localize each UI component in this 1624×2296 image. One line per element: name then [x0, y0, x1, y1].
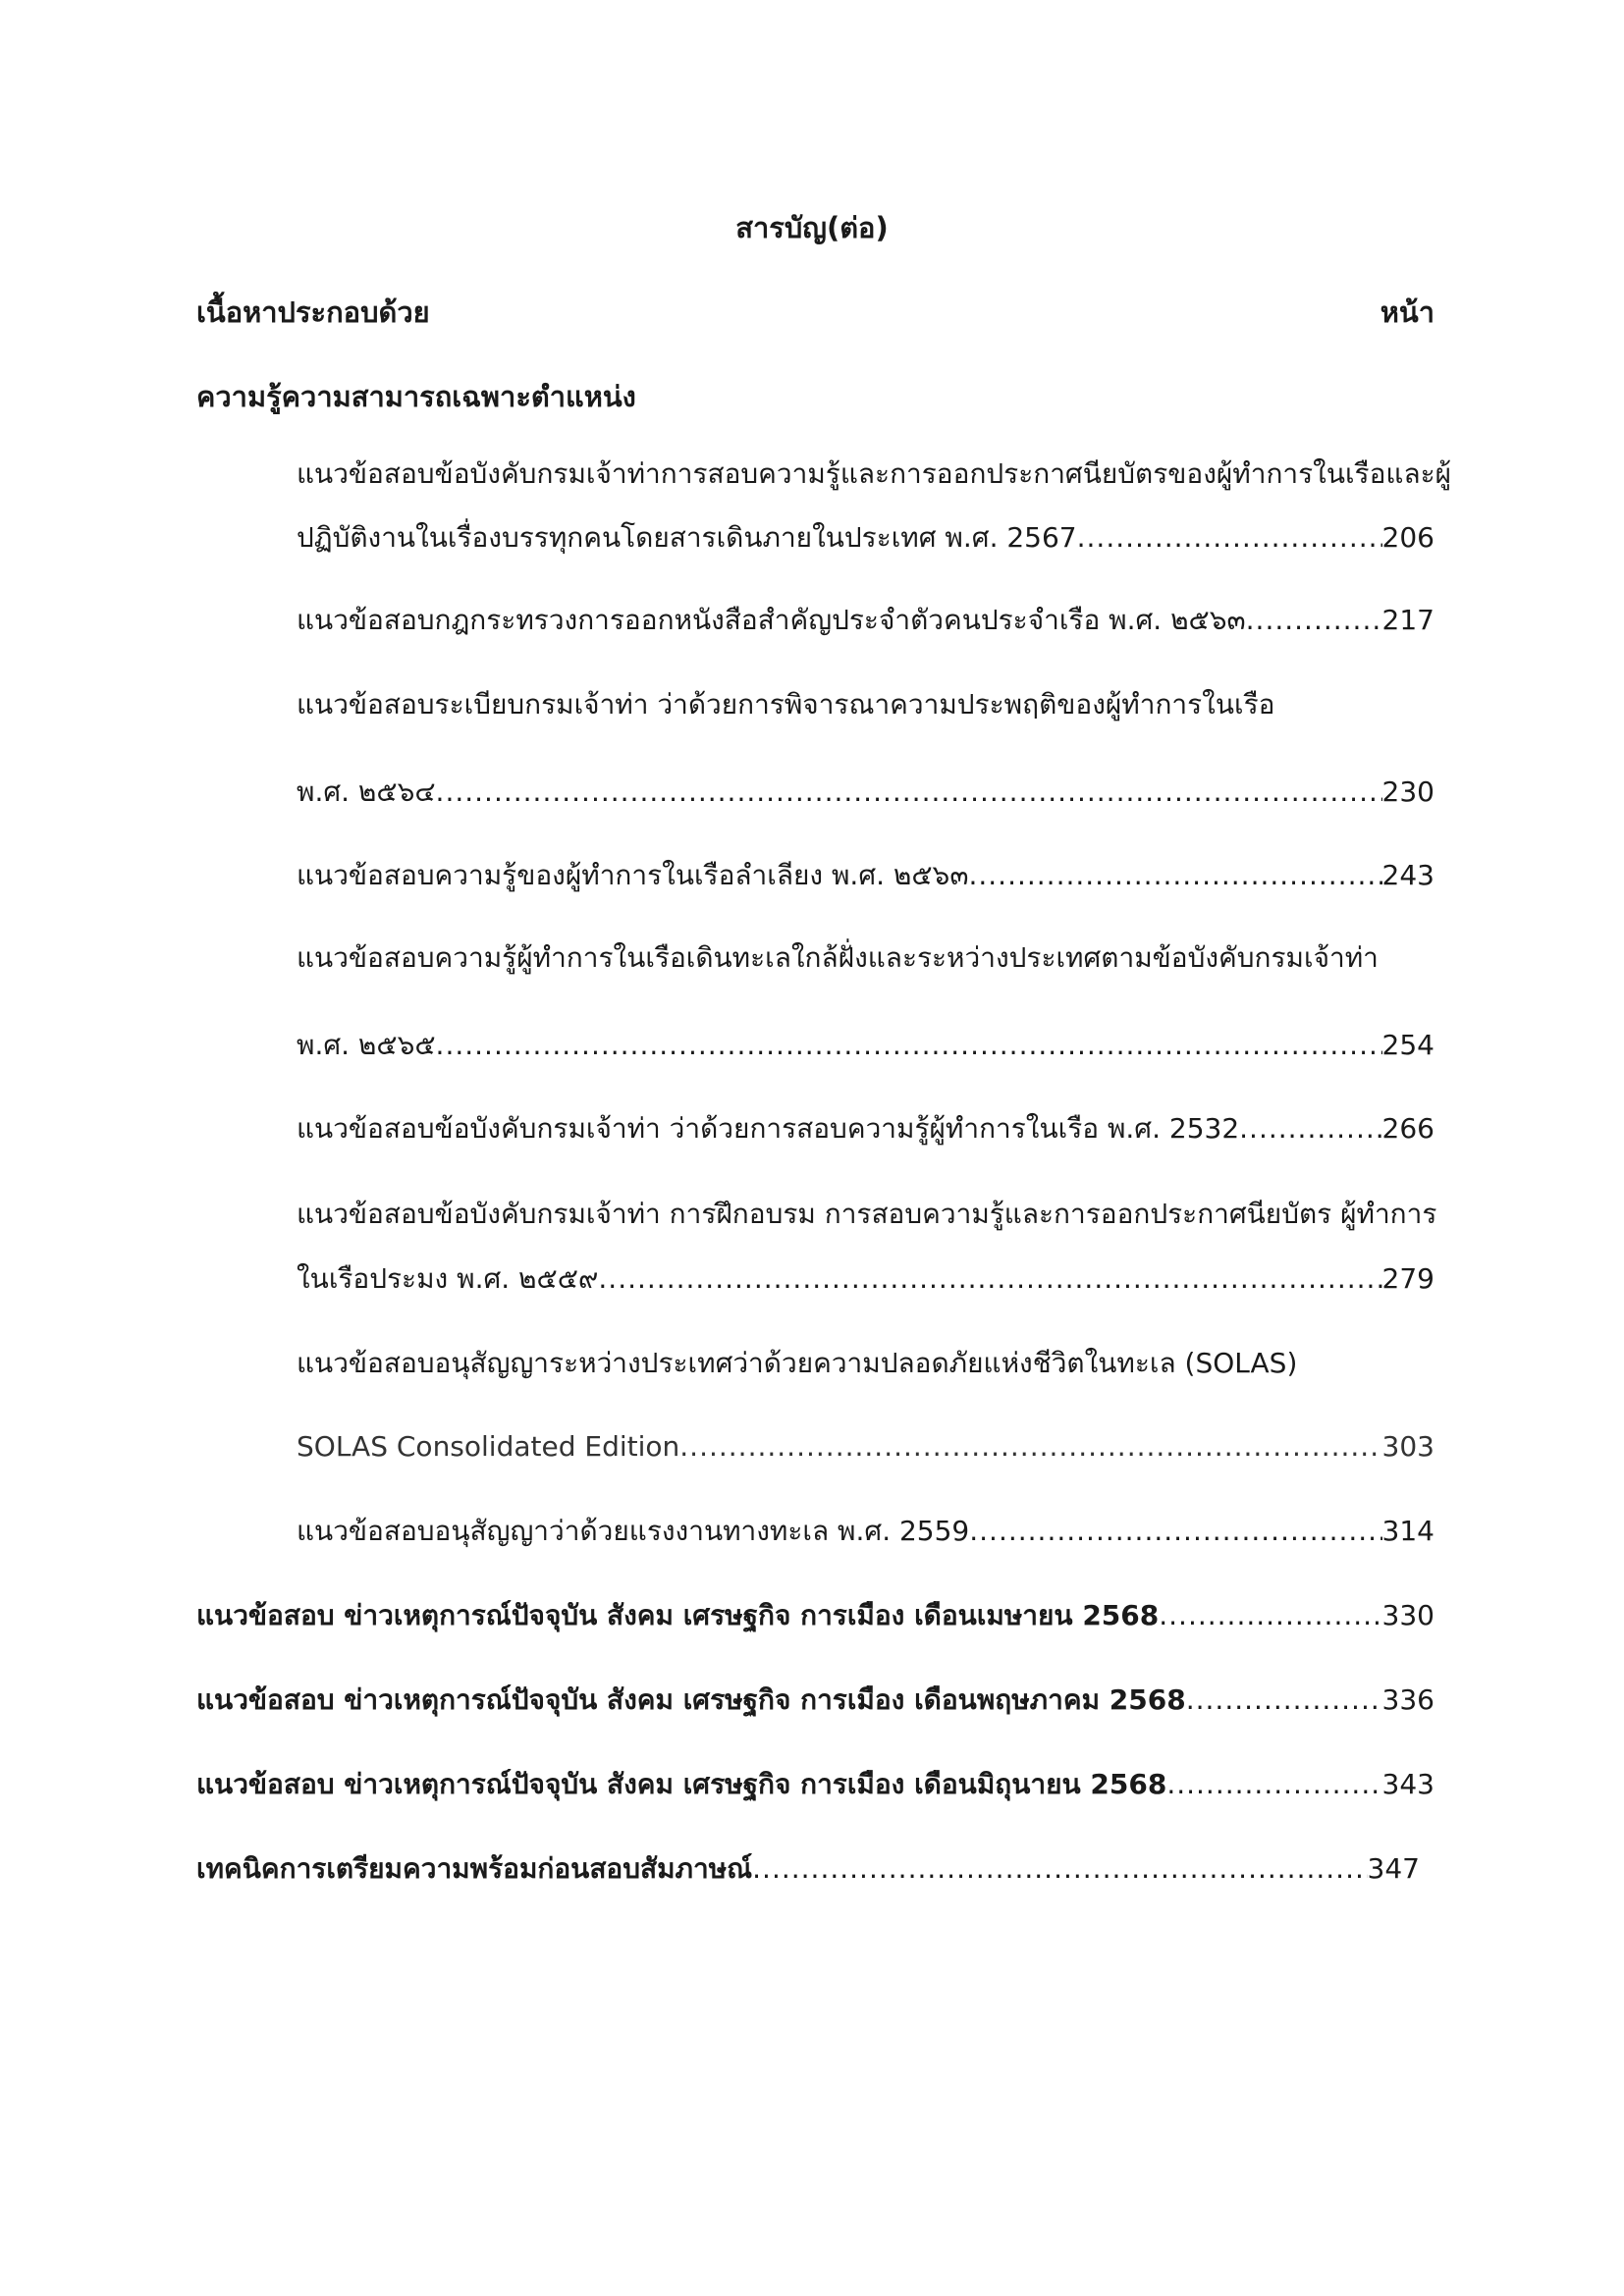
toc-entry-page: 266	[1381, 1112, 1435, 1145]
toc-entry-title: เทคนิคการเตรียมความพร้อมก่อนสอบสัมภาษณ์	[196, 1852, 753, 1885]
toc-main-entry[interactable]	[196, 1681, 1435, 1720]
toc-entry-first-line: แนวข้อสอบข้อบังคับกรมเจ้าท่า การฝึกอบรม การสอบความรู้และการออกประกาศนียบัตร ผู้ทำการ	[297, 1198, 1437, 1230]
toc-entry-first-line: แนวข้อสอบความรู้ผู้ทำการในเรือเดินทะเลใกล้ฝั่งและระหว่างประเทศตามข้อบังคับกรมเจ้าท่า	[297, 941, 1379, 974]
toc-entry-title: แนวข้อสอบข้อบังคับกรมเจ้าท่า ว่าด้วยการสอบความรู้ผู้ทำการในเรือ พ.ศ. 2532	[297, 1112, 1240, 1145]
toc-entry-page: 330	[1381, 1599, 1435, 1631]
toc-entry-title: แนวข้อสอบ ข่าวเหตุการณ์ปัจจุบัน สังคม เศรษฐกิจ การเมือง เดือนมิถุนายน 2568	[196, 1768, 1167, 1800]
toc-entry-first-line: แนวข้อสอบระเบียบกรมเจ้าท่า ว่าด้วยการพิจารณาความประพฤติของผู้ทำการในเรือ	[297, 688, 1275, 721]
toc-entry[interactable]	[297, 1512, 1435, 1551]
dot-leader	[598, 1259, 1381, 1299]
toc-entry-page: 303	[1381, 1430, 1435, 1463]
toc-entry-page: 347	[1367, 1852, 1420, 1885]
toc-entry-title: แนวข้อสอบความรู้ของผู้ทำการในเรือลำเลียง พ.ศ. ๒๕๖๓	[297, 859, 969, 891]
toc-main-entry[interactable]	[196, 1849, 1420, 1889]
toc-entry-page: 314	[1381, 1515, 1435, 1547]
toc-entry[interactable]	[297, 1427, 1435, 1467]
toc-entry-title: แนวข้อสอบกฎกระทรวงการออกหนังสือสำคัญประจำตัวคนประจำเรือ พ.ศ. ๒๕๖๓	[297, 604, 1246, 636]
toc-main-entry[interactable]	[196, 1765, 1435, 1804]
toc-entry-title: แนวข้อสอบ ข่าวเหตุการณ์ปัจจุบัน สังคม เศรษฐกิจ การเมือง เดือนเมษายน 2568	[196, 1599, 1160, 1631]
toc-entry-page: 336	[1381, 1683, 1435, 1716]
toc-entry-page: 254	[1381, 1029, 1435, 1061]
toc-entry-page: 243	[1381, 859, 1435, 891]
toc-entry[interactable]	[297, 856, 1435, 895]
contents-header: เนื้อหาประกอบด้วย	[196, 295, 430, 329]
toc-entry-title: พ.ศ. ๒๕๖๔	[297, 775, 436, 808]
toc-entry-page: 279	[1381, 1262, 1435, 1295]
dot-leader	[1077, 518, 1382, 558]
dot-leader	[1159, 1596, 1381, 1635]
toc-entry[interactable]	[297, 1259, 1435, 1299]
page-title: สารบัญ(ต่อ)	[735, 211, 889, 244]
toc-entry[interactable]	[297, 1109, 1435, 1148]
toc-entry-page: 206	[1381, 521, 1435, 554]
dot-leader	[436, 773, 1382, 812]
dot-leader	[1186, 1681, 1382, 1720]
dot-leader	[1246, 601, 1382, 640]
toc-entry[interactable]	[297, 773, 1435, 812]
page-column-header: หน้า	[1380, 295, 1435, 329]
toc-entry-first-line: แนวข้อสอบข้อบังคับกรมเจ้าท่าการสอบความรู้และการออกประกาศนียบัตรของผู้ทำการในเรือและผู้	[297, 457, 1452, 490]
toc-entry-title: ในเรือประมง พ.ศ. ๒๕๕๙	[297, 1262, 599, 1295]
dot-leader	[1166, 1765, 1381, 1804]
dot-leader	[968, 856, 1381, 895]
toc-entry-title: พ.ศ. ๒๕๖๕	[297, 1029, 436, 1061]
dot-leader	[969, 1512, 1381, 1551]
toc-entry-page: 343	[1381, 1768, 1435, 1800]
toc-entry[interactable]	[297, 601, 1435, 640]
section-heading: ความรู้ความสามารถเฉพาะตำแหน่ง	[196, 380, 636, 413]
dot-leader	[1239, 1109, 1381, 1148]
toc-entry-title: SOLAS Consolidated Edition	[297, 1430, 680, 1463]
toc-entry-title: แนวข้อสอบ ข่าวเหตุการณ์ปัจจุบัน สังคม เศรษฐกิจ การเมือง เดือนพฤษภาคม 2568	[196, 1683, 1186, 1716]
dot-leader	[752, 1849, 1367, 1889]
dot-leader	[679, 1427, 1381, 1467]
toc-entry[interactable]	[297, 518, 1435, 558]
toc-entry[interactable]	[297, 1026, 1435, 1065]
toc-main-entry[interactable]	[196, 1596, 1435, 1635]
toc-entry-title: แนวข้อสอบอนุสัญญาว่าด้วยแรงงานทางทะเล พ.ศ. 2559	[297, 1515, 970, 1547]
toc-entry-title: ปฏิบัติงานในเรื่องบรรทุกคนโดยสารเดินภายในประเทศ พ.ศ. 2567	[297, 521, 1077, 554]
toc-entry-page: 217	[1381, 604, 1435, 636]
dot-leader	[436, 1026, 1382, 1065]
toc-entry-first-line: แนวข้อสอบอนุสัญญาระหว่างประเทศว่าด้วยความปลอดภัยแห่งชีวิตในทะเล (SOLAS)	[297, 1347, 1298, 1379]
toc-entry-page: 230	[1381, 775, 1435, 808]
